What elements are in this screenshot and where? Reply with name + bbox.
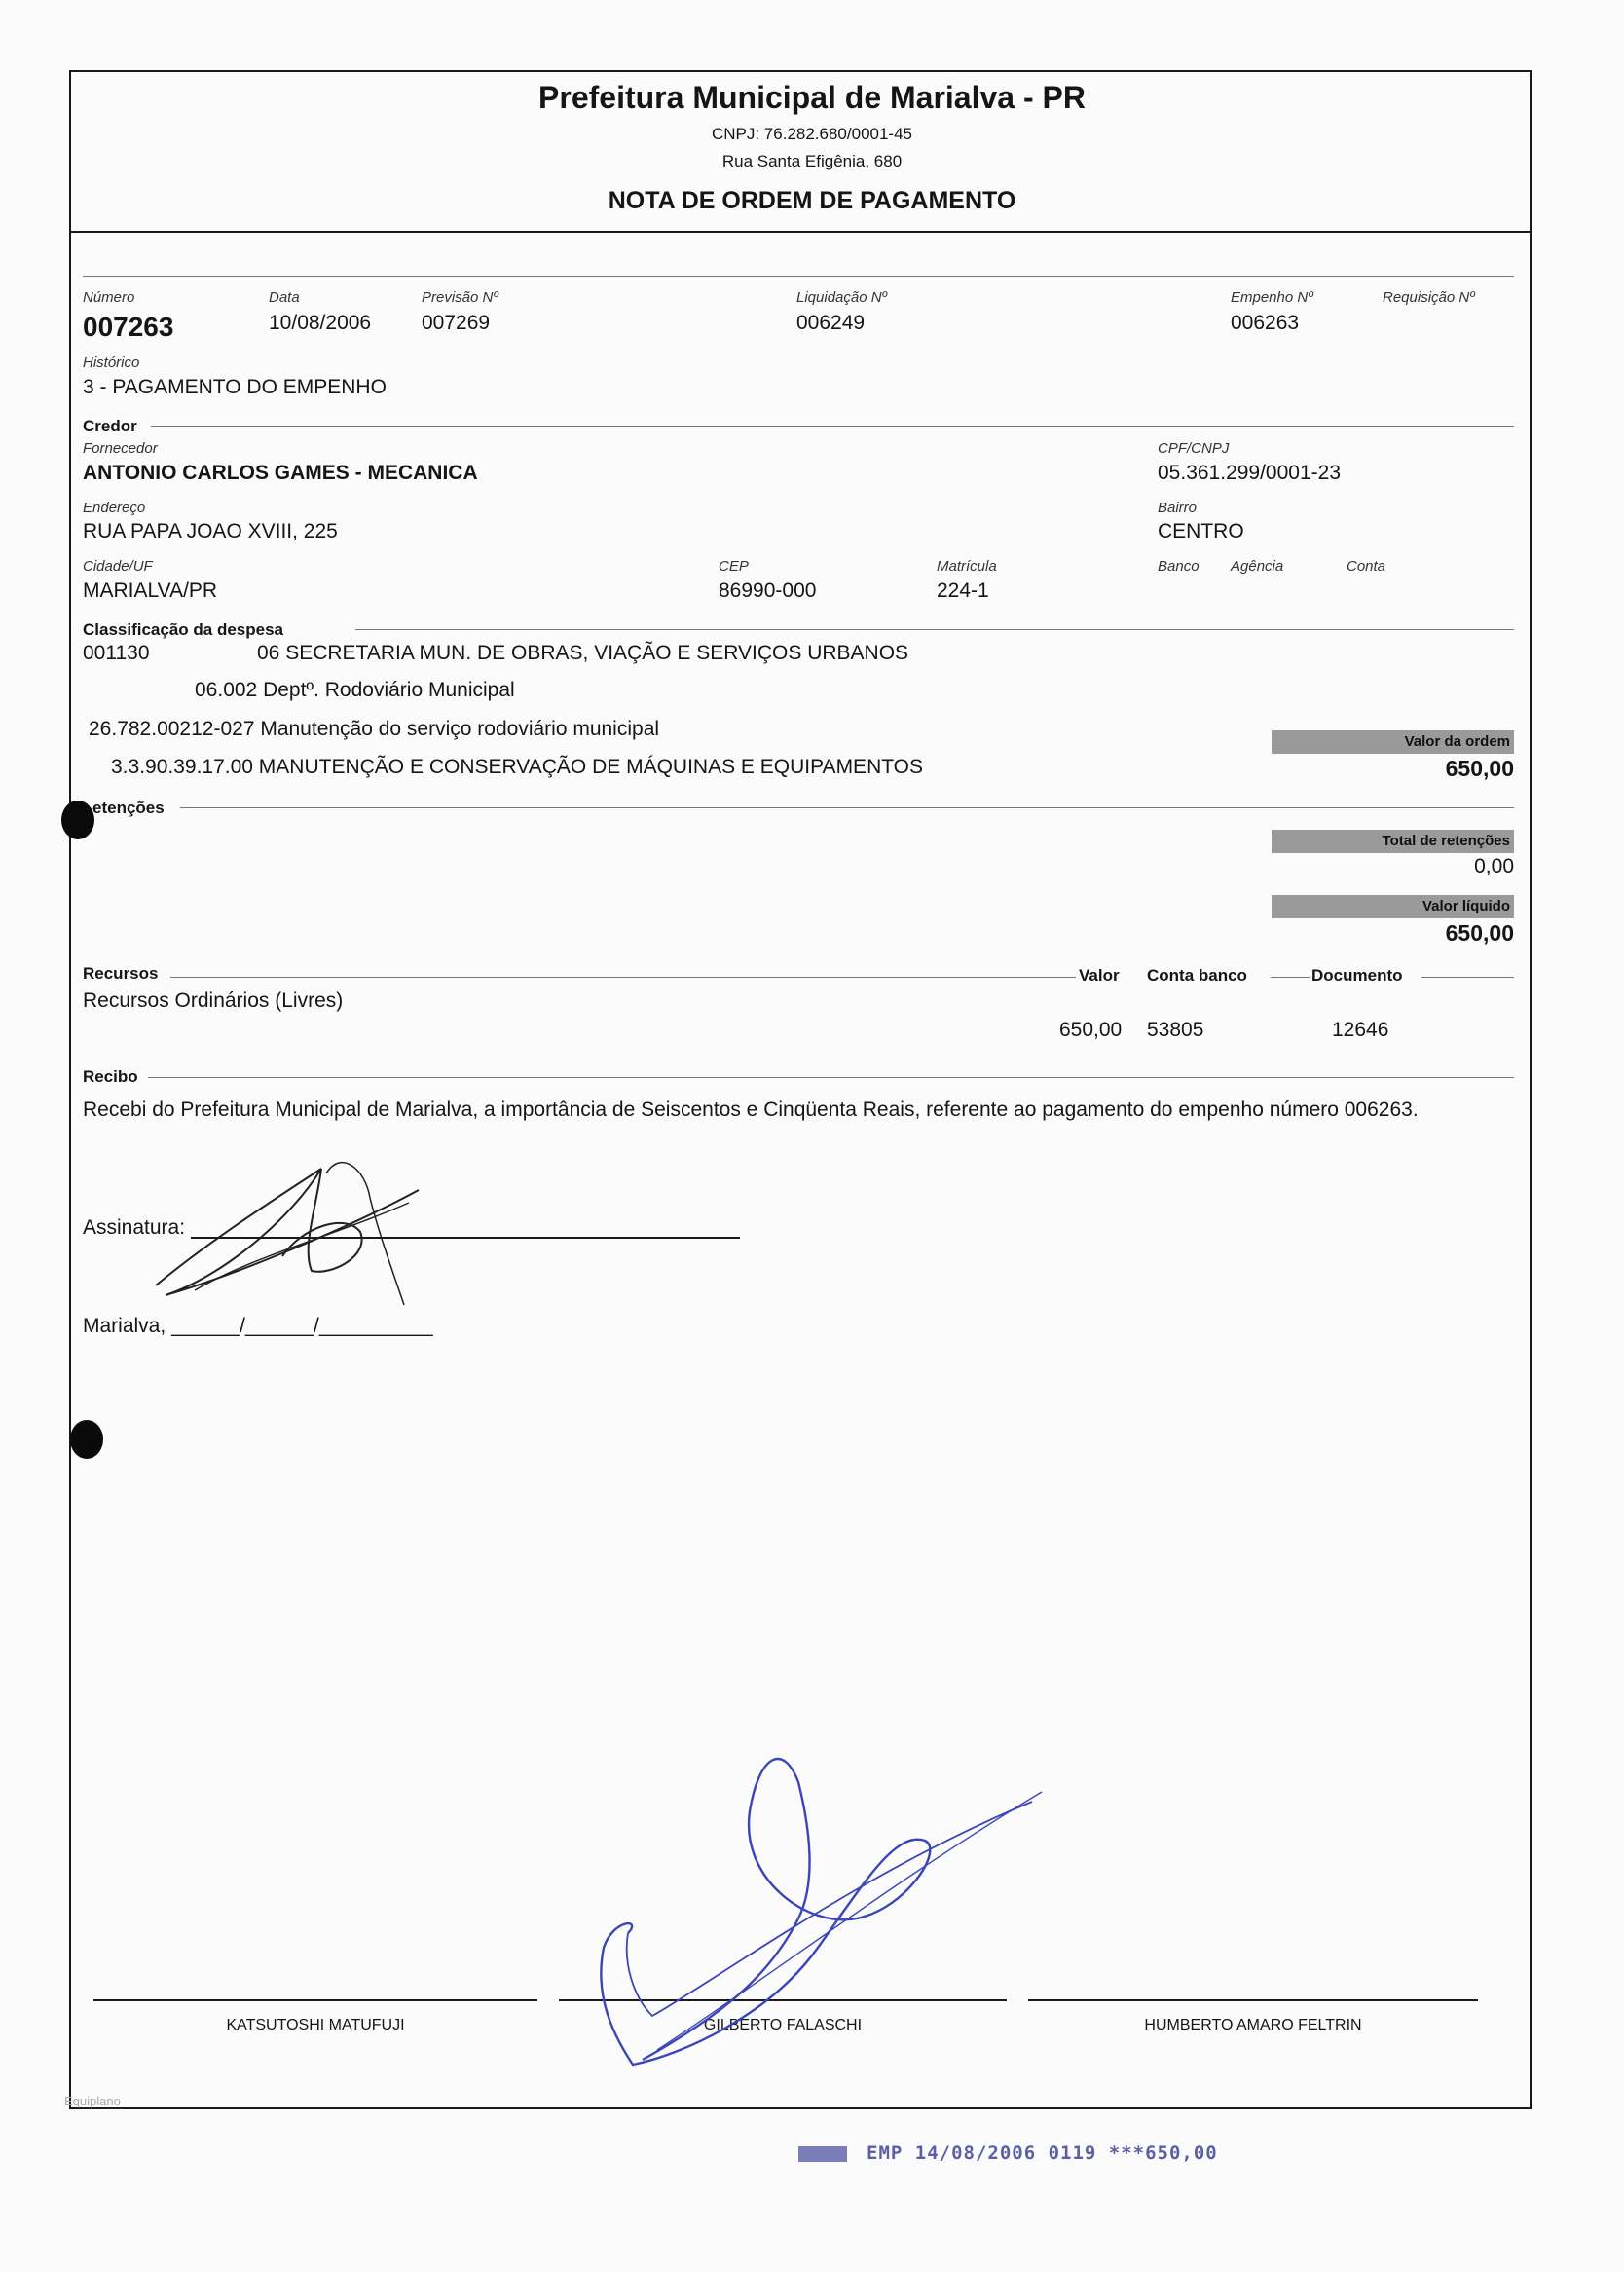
previsao-label: Previsão Nº xyxy=(422,289,498,306)
classificacao-line1: 06 SECRETARIA MUN. DE OBRAS, VIAÇÃO E SERVIÇOS URBANOS xyxy=(257,642,909,664)
agencia-label: Agência xyxy=(1231,558,1284,575)
data-label: Data xyxy=(269,289,300,306)
classificacao-line3: 26.782.00212-027 Manutenção do serviço rodoviário municipal xyxy=(89,718,660,740)
punch-hole-top xyxy=(61,801,94,839)
cnpj-line: CNPJ: 76.282.680/0001-45 xyxy=(711,125,913,143)
liquidacao-value: 006249 xyxy=(796,312,866,334)
retencoes-section: etenções xyxy=(92,799,165,817)
bairro-value: CENTRO xyxy=(1158,520,1244,542)
total-retencoes-value: 0,00 xyxy=(1474,855,1514,877)
endereco-value: RUA PAPA JOAO XVIII, 225 xyxy=(83,520,338,542)
blue-signature xyxy=(574,1724,1052,2074)
stamp-text: EMP 14/08/2006 0119 ***650,00 xyxy=(867,2142,1218,2164)
valor-liquido-value: 650,00 xyxy=(1445,920,1514,946)
signatory-1: KATSUTOSHI MATUFUJI xyxy=(226,2017,405,2033)
numero-value: 007263 xyxy=(83,312,174,342)
recibo-text: Recebi do Prefeitura Municipal de Marialva, a importância de Seiscentos e Cinqüenta Reais, referente ao pagamento do empenho número 006263. xyxy=(83,1099,1419,1121)
classificacao-line4: 3.3.90.39.17.00 MANUTENÇÃO E CONSERVAÇÃO DE MÁQUINAS E EQUIPAMENTOS xyxy=(111,756,924,778)
conta-label: Conta xyxy=(1347,558,1386,575)
empenho-value: 006263 xyxy=(1231,312,1300,334)
signature-line-3 xyxy=(1028,1999,1478,2001)
bairro-label: Bairro xyxy=(1158,500,1198,516)
credor-section: Credor xyxy=(83,417,137,435)
matricula-label: Matrícula xyxy=(937,558,997,575)
assinatura-label: Assinatura: xyxy=(83,1216,186,1239)
classificacao-code: 001130 xyxy=(83,642,150,664)
recursos-fonte: Recursos Ordinários (Livres) xyxy=(83,989,344,1012)
cep-value: 86990-000 xyxy=(719,579,817,602)
historico-value: 3 - PAGAMENTO DO EMPENHO xyxy=(83,376,387,398)
matricula-value: 224-1 xyxy=(937,579,989,602)
credor-rule xyxy=(151,426,1514,427)
previsao-value: 007269 xyxy=(422,312,491,334)
endereco-label: Endereço xyxy=(83,500,146,516)
cpf-value: 05.361.299/0001-23 xyxy=(1158,462,1342,484)
recursos-valor: 650,00 xyxy=(1059,1019,1123,1041)
retencoes-rule xyxy=(180,807,1514,808)
signature-line-1 xyxy=(93,1999,537,2001)
recursos-rule-3 xyxy=(1421,977,1514,978)
receipt-signature xyxy=(136,1130,448,1324)
document-title: NOTA DE ORDEM DE PAGAMENTO xyxy=(608,187,1016,214)
classificacao-rule xyxy=(355,629,1514,630)
recursos-documento-label: Documento xyxy=(1311,966,1403,985)
banco-label: Banco xyxy=(1158,558,1200,575)
address-line: Rua Santa Efigênia, 680 xyxy=(721,152,903,170)
historico-label: Histórico xyxy=(83,354,140,371)
header-divider xyxy=(69,231,1530,233)
recursos-rule-2 xyxy=(1271,977,1310,978)
cidade-label: Cidade/UF xyxy=(83,558,153,575)
recursos-conta-label: Conta banco xyxy=(1147,966,1247,985)
recibo-rule xyxy=(148,1077,1514,1078)
stamp-logo xyxy=(798,2146,847,2162)
local-date: Marialva, ______/______/__________ xyxy=(83,1315,433,1337)
total-retencoes-label: Total de retenções xyxy=(1272,830,1514,853)
fornecedor-label: Fornecedor xyxy=(83,440,158,457)
payment-stamp xyxy=(798,2142,1218,2164)
classificacao-line2: 06.002 Deptº. Rodoviário Municipal xyxy=(195,679,515,701)
recursos-documento: 12646 xyxy=(1332,1019,1389,1041)
recursos-valor-label: Valor xyxy=(1079,966,1120,985)
recursos-conta: 53805 xyxy=(1147,1019,1204,1041)
numero-label: Número xyxy=(83,289,135,306)
empenho-label: Empenho Nº xyxy=(1231,289,1313,306)
requisicao-label: Requisição Nº xyxy=(1383,289,1475,306)
signatory-3: HUMBERTO AMARO FELTRIN xyxy=(1144,2017,1362,2033)
valor-ordem-label: Valor da ordem xyxy=(1272,730,1514,754)
liquidacao-label: Liquidação Nº xyxy=(796,289,888,306)
data-value: 10/08/2006 xyxy=(269,312,372,334)
punch-hole-bottom xyxy=(70,1420,103,1459)
top-rule xyxy=(83,276,1514,277)
cidade-value: MARIALVA/PR xyxy=(83,579,218,602)
municipality-title: Prefeitura Municipal de Marialva - PR xyxy=(538,80,1086,115)
cep-label: CEP xyxy=(719,558,749,575)
cpf-label: CPF/CNPJ xyxy=(1158,440,1230,457)
recursos-section: Recursos xyxy=(83,964,159,983)
classificacao-section: Classificação da despesa xyxy=(83,620,284,639)
signatory-2: GILBERTO FALASCHI xyxy=(703,2017,863,2033)
recibo-section: Recibo xyxy=(83,1067,138,1086)
recursos-rule xyxy=(170,977,1076,978)
valor-ordem-value: 650,00 xyxy=(1445,756,1514,781)
software-label: Equiplano xyxy=(64,2094,121,2108)
fornecedor-value: ANTONIO CARLOS GAMES - MECANICA xyxy=(83,462,478,484)
valor-liquido-label: Valor líquido xyxy=(1272,895,1514,918)
